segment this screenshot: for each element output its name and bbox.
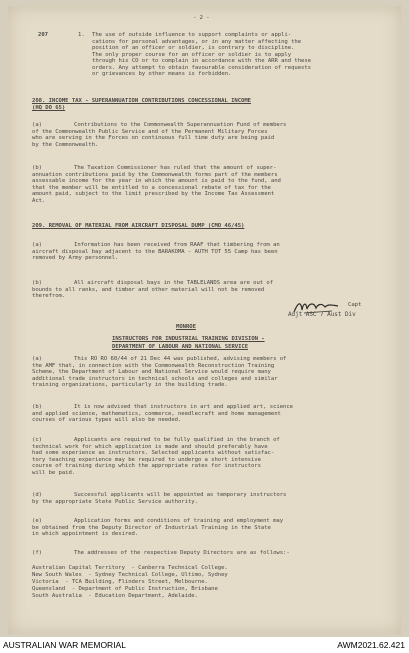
signature-rank: Capt (348, 302, 362, 308)
text-line: All aircraft disposal bays in the TABLELANDS area are out of (74, 280, 274, 286)
footer-accession-number: AWM2021.62.421 (337, 640, 405, 650)
signature-name: MONROE (176, 324, 196, 330)
text-line: of the Commonwealth Public Service and of the Permanent Military Forces (32, 128, 268, 135)
text-line: by the Commonwealth. (32, 141, 99, 148)
para-label: (a) (32, 356, 42, 362)
text-line: course of training during which the appropriate rates for instructors (32, 463, 261, 469)
footer-institution: AUSTRALIAN WAR MEMORIAL (3, 640, 126, 650)
text-line: Contributions to the Commonwealth Superannuation Fund of members (74, 122, 287, 128)
text-line: The Taxation Commissioner has ruled that the amount of super- (74, 165, 277, 171)
text-line: aircraft disposal bay adjacent to the BARAKOMA - AUTH TOT 55 Camp has been (32, 248, 278, 255)
para-label: (c) (32, 437, 42, 443)
text-line: in which appointment is desired. (32, 531, 139, 537)
text-line: and applied science, mathematics, commerce, needlecraft and home management (32, 410, 281, 417)
text-line: Information has been received from RAAF that timbering from an (74, 242, 280, 248)
page-number: - 2 - (193, 15, 210, 21)
text-line: Scheme, the Department of Labour and National Service would require many (32, 369, 271, 375)
section-heading-210: INSTRUCTORS FOR INDUSTRIAL TRAINING DIVISION - (112, 336, 265, 342)
list-item: New South Wales - Sydney Technical College, Ultimo, Sydney (32, 572, 228, 578)
para-label: (b) (32, 404, 42, 410)
para-label: (a) (32, 242, 42, 248)
list-item: South Australia - Education Department, Adelaide. (32, 593, 198, 599)
text-line: be obtained from the Deputy Director of Industrial Training in the State (32, 524, 271, 531)
para-label: (f) (32, 550, 42, 556)
text-line: had some experience as instructors. Selected applicants without satisfac- (32, 450, 275, 456)
item-207-subnumber: 1. (78, 32, 85, 38)
text-line: therefrom. (32, 293, 66, 299)
text-line: tory teaching experience may be required to undergo a short intensive (32, 456, 261, 463)
text-line: orders. Any attempt to obtain favourable consideration of requests (92, 64, 311, 71)
para-label: (b) (32, 280, 42, 286)
text-line: bounds to all ranks, and timber and other material will not be removed (32, 286, 265, 293)
text-line: assessable income for the year in which the amount is paid to the fund, and (32, 178, 281, 184)
section-heading-210-sub: DEPARTMENT OF LABOUR AND NATIONAL SERVICE (112, 344, 249, 350)
list-item: Victoria - TCA Building, Flinders Street, Melbourne. (32, 579, 208, 585)
text-line: annuation contributions paid by the Commonwealth forms part of the members (32, 171, 278, 178)
text-line: position of an officer or soldier, is contrary to discipline. (92, 45, 295, 51)
para-label: (d) (32, 492, 42, 498)
text-line: The use of outside influence to support complaints or appli- (92, 32, 292, 38)
section-heading-208-ref: (HQ DO 65) (32, 105, 66, 111)
text-line: the AMF that, in connection with the Commonwealth Reconstruction Training (32, 362, 275, 369)
text-line: Application forms and conditions of training and employment may (74, 518, 284, 524)
text-line: training organizations, particularly in the building trade. (32, 382, 228, 388)
text-line: It is now advised that instructors in art and applied art, science (74, 404, 293, 410)
text-line: will be paid. (32, 469, 76, 476)
list-item: Queensland - Department of Public Instruction, Brisbane (32, 586, 218, 592)
text-line: who are serving in the Forces on continuous full time duty are being paid (32, 135, 275, 141)
text-line: removed by Army personnel. (32, 255, 119, 261)
text-line: by the appropriate State Public Service authority. (32, 498, 198, 505)
para-label: (e) (32, 518, 42, 524)
signature-title: Adjt ASC 7 Aust Div (288, 311, 356, 318)
text-line: The only proper course for an officer or soldier is to apply (92, 51, 292, 58)
text-line: This RO RO 60/44 of 21 Dec 44 was published, advising members of (74, 356, 287, 362)
text-line: amount paid, subject to the limit prescribed by the Income Tax Assessment (32, 191, 275, 197)
text-line: cations for personal advantages, or in any matter affecting the (92, 38, 302, 45)
text-line: through his CO or to complain in accordance with the ARR and these (92, 58, 311, 64)
text-line: that the member will be entitled to a concessional rebate of tax for the (32, 184, 271, 191)
text-line: additional trade instructors in technical schools and colleges and similar (32, 375, 278, 382)
list-item: Australian Capital Territory - Canberra Technical College. (32, 565, 228, 571)
section-heading-208: 208. INCOME TAX - SUPERANNUATION CONTRIBUTIONS CONCESSIONAL INCOME (32, 98, 251, 104)
text-line: Act. (32, 197, 46, 204)
para-label: (a) (32, 122, 42, 128)
item-number-207: 207 (38, 32, 48, 38)
archive-footer (0, 637, 409, 653)
text-line: Applicants are required to be fully qualified in the branch of (74, 437, 280, 443)
para-label: (b) (32, 165, 42, 171)
text-line: or grievances by other means is forbidden. (92, 71, 232, 77)
text-line: The addresses of the respective Deputy Directors are as follows:- (74, 550, 290, 556)
text-line: courses of various types will also be needed. (32, 417, 182, 423)
text-line: technical work for which application is made and should preferably have (32, 443, 268, 450)
text-line: Successful applicants will be appointed as temporary instructors (74, 492, 287, 498)
section-heading-209: 209. REMOVAL OF MATERIAL FROM AIRCRAFT DISPOSAL DUMP (CMO 46/45) (32, 223, 245, 229)
